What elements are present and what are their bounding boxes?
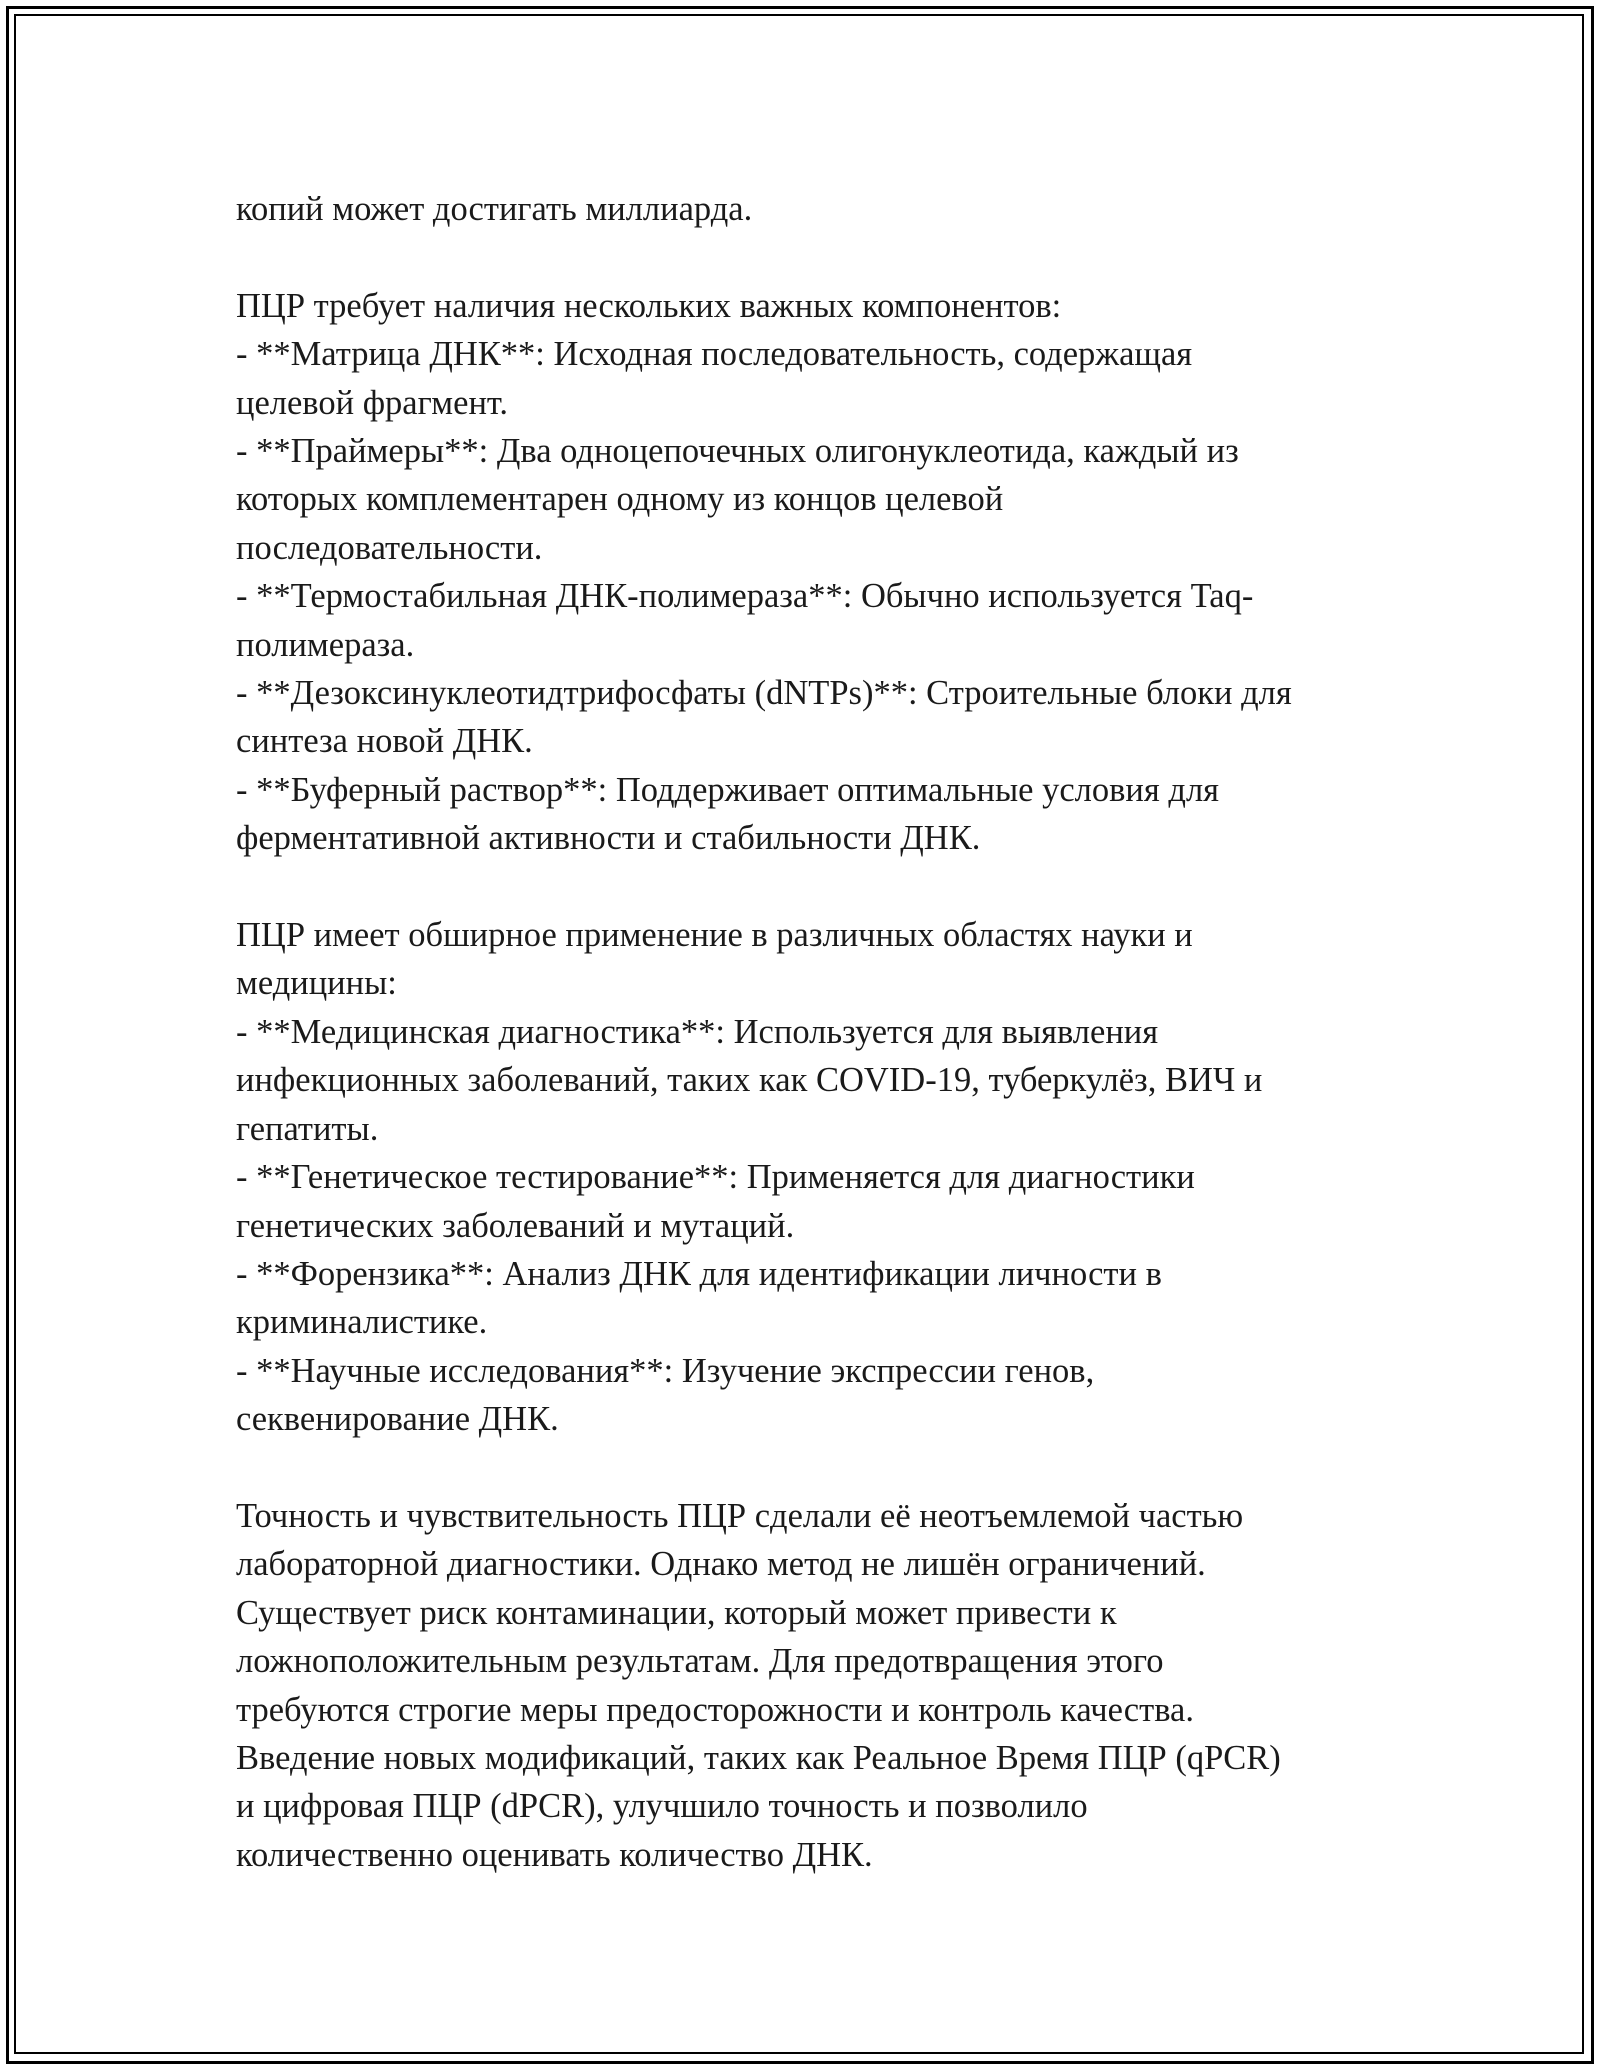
text-line: - **Генетическое тестирование**: Применяется для диагностики [236,1158,1195,1197]
text-line: Существует риск контаминации, который может привести к [236,1593,1117,1632]
text-line: целевой фрагмент. [236,383,509,422]
text-line: генетических заболеваний и мутаций. [236,1206,795,1245]
text-line: - **Медицинская диагностика**: Используется для выявления [236,1012,1159,1051]
text-line: количественно оценивать количество ДНК. [236,1835,873,1874]
paragraph-gap [236,1444,1386,1492]
text-line: которых комплементарен одному из концов целевой [236,480,1004,519]
text-line: - **Форензика**: Анализ ДНК для идентификации личности в [236,1254,1162,1293]
text-line: криминалистике. [236,1303,488,1342]
text-line: - **Буферный раствор**: Поддерживает оптимальные условия для [236,770,1220,809]
text-line: - **Научные исследования**: Изучение экспрессии генов, [236,1351,1095,1390]
text-line: ПЦР имеет обширное применение в различных областях науки и [236,916,1193,955]
text-line: медицины: [236,964,397,1003]
text-line: - **Дезоксинуклеотидтрифосфаты (dNTPs)**: Строительные блоки для [236,674,1292,713]
text-line: Введение новых модификаций, таких как Реальное Время ПЦР (qPCR) [236,1738,1281,1777]
paragraph-gap [236,233,1386,281]
paragraph-gap [236,863,1386,911]
document-body [236,185,1386,1879]
text-line: секвенирование ДНК. [236,1400,559,1439]
text-line: - **Термостабильная ДНК-полимераза**: Обычно используется Taq- [236,577,1254,616]
text-line: копий может достигать миллиарда. [236,190,753,228]
text-line: - **Праймеры**: Два одноцепочечных олигонуклеотида, каждый из [236,432,1239,471]
text-line: требуются строгие меры предосторожности и контроль качества. [236,1690,1194,1729]
text-line: синтеза новой ДНК. [236,722,533,761]
text-line: ложноположительным результатам. Для предотвращения этого [236,1642,1164,1681]
text-line: - **Матрица ДНК**: Исходная последовательность, содержащая [236,335,1193,374]
text-line: лабораторной диагностики. Однако метод не лишён ограничений. [236,1545,1206,1584]
text-line: гепатиты. [236,1109,379,1148]
text-line: Точность и чувствительность ПЦР сделали её неотъемлемой частью [236,1496,1244,1535]
text-line: последовательности. [236,528,543,567]
text-line: полимераза. [236,625,415,664]
text-line: ферментативной активности и стабильности ДНК. [236,819,981,858]
text-line: инфекционных заболеваний, таких как COVID-19, туберкулёз, ВИЧ и [236,1061,1263,1100]
text-line: и цифровая ПЦР (dPCR), улучшило точность и позволило [236,1787,1088,1826]
text-line: ПЦР требует наличия нескольких важных компонентов: [236,286,1062,325]
